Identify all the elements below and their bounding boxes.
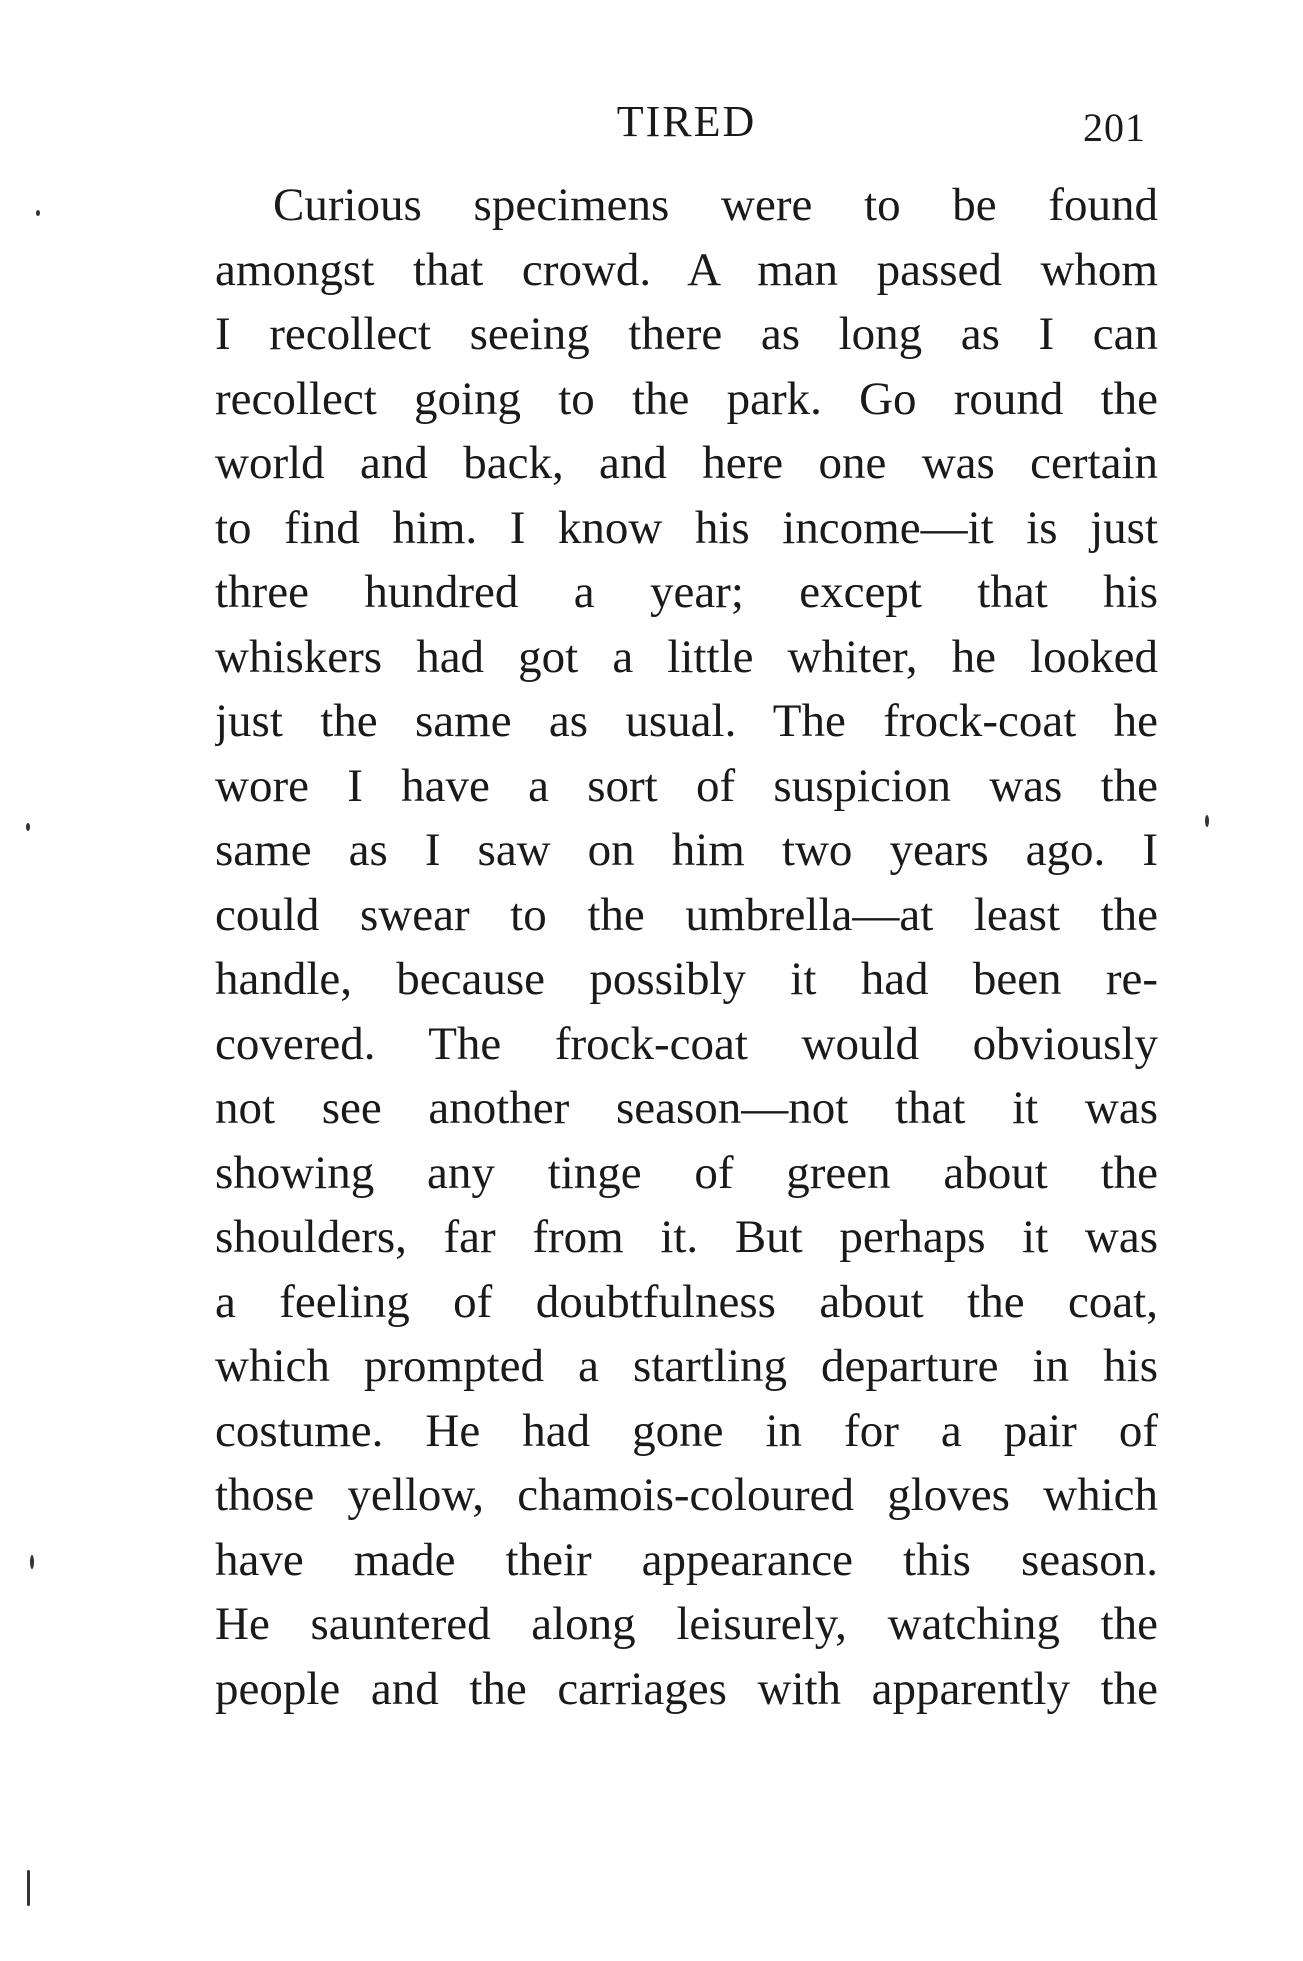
text-line: just the same as usual. The frock-coat he <box>215 695 1158 747</box>
scan-speck <box>36 210 40 216</box>
text-line: a feeling of doubtfulness about the coat, <box>215 1275 1158 1328</box>
page-number: 201 <box>1083 105 1146 150</box>
text-line: three hundred a year; except that his <box>215 566 1158 618</box>
scan-speck <box>1205 815 1209 827</box>
text-line: those yellow, chamois-coloured gloves which <box>215 1469 1158 1521</box>
text-line: have made their appearance this season. <box>215 1533 1158 1586</box>
text-line: costume. He had gone in for a pair of <box>215 1404 1158 1457</box>
text-line: He sauntered along leisurely, watching the <box>215 1598 1158 1650</box>
text-line: people and the carriages with apparently the <box>215 1662 1158 1715</box>
text-line: same as I saw on him two years ago. I <box>215 824 1158 876</box>
text-line: recollect going to the park. Go round the <box>215 372 1158 425</box>
scan-speck <box>30 1555 34 1569</box>
text-line: handle, because possibly it had been re- <box>215 953 1158 1005</box>
text-line: showing any tinge of green about the <box>215 1146 1158 1199</box>
text-line: whiskers had got a little whiter, he looked <box>215 630 1158 683</box>
text-line: amongst that crowd. A man passed whom <box>215 243 1158 296</box>
scan-speck <box>26 823 30 831</box>
text-line: which prompted a startling departure in his <box>215 1340 1158 1392</box>
text-line: Curious specimens were to be found <box>273 179 1158 231</box>
chapter-title: TIRED <box>616 97 757 146</box>
text-line: to find him. I know his income—it is just <box>215 501 1158 554</box>
text-line: world and back, and here one was certain <box>215 437 1158 489</box>
text-line: shoulders, far from it. But perhaps it was <box>215 1211 1158 1263</box>
body-text <box>215 173 1158 1721</box>
text-line: could swear to the umbrella—at least the <box>215 888 1158 941</box>
text-line: covered. The frock-coat would obviously <box>215 1017 1158 1070</box>
running-head <box>215 92 1158 152</box>
text-line: wore I have a sort of suspicion was the <box>215 759 1158 812</box>
text-line: not see another season—not that it was <box>215 1082 1158 1134</box>
text-line: I recollect seeing there as long as I can <box>215 308 1158 360</box>
scan-speck <box>27 1870 30 1906</box>
